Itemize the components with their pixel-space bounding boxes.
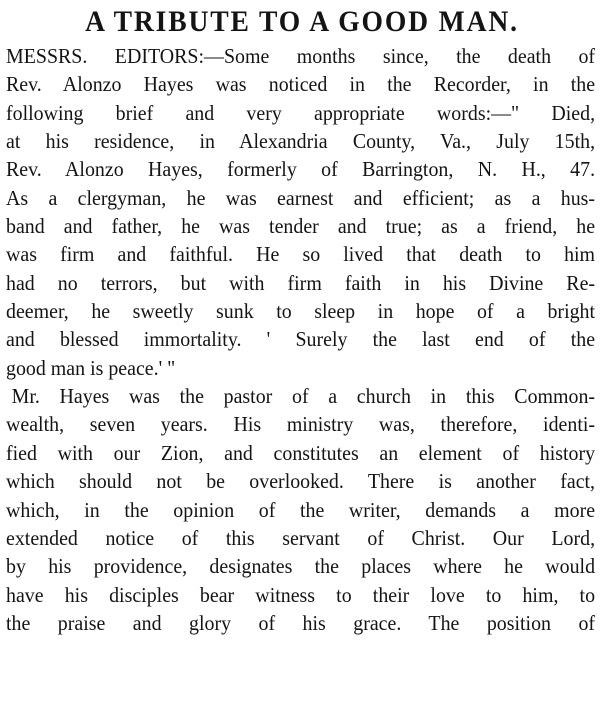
text-line: which should not be overlooked. There is another fact, bbox=[6, 469, 596, 494]
text-line: at his residence, in Alexandria County, Va., July 15th, bbox=[6, 129, 596, 154]
text-line: by his providence, designates the places where he would bbox=[6, 554, 596, 579]
article-paragraph-2 bbox=[6, 382, 595, 637]
text-line: Rev. Alonzo Hayes was noticed in the Recorder, in the bbox=[6, 72, 596, 97]
text-line: had no terrors, but with firm faith in his Divine Re- bbox=[6, 270, 596, 295]
text-line: wealth, seven years. His ministry was, therefore, identi- bbox=[6, 412, 596, 437]
text-line: good man is peace.' " bbox=[6, 355, 176, 380]
text-line: Mr. Hayes was the pastor of a church in this Common- bbox=[11, 384, 596, 409]
text-line: was firm and faithful. He so lived that death to him bbox=[6, 242, 596, 267]
text-line: As a clergyman, he was earnest and efficient; as a hus- bbox=[6, 185, 596, 210]
text-line: extended notice of this servant of Christ. Our Lord, bbox=[6, 525, 596, 550]
text-line: following brief and very appropriate words:—" Died, bbox=[6, 100, 596, 125]
text-line: which, in the opinion of the writer, demands a more bbox=[6, 497, 596, 522]
text-line: fied with our Zion, and constitutes an element of history bbox=[6, 440, 596, 465]
article-paragraph-1 bbox=[6, 42, 595, 382]
text-line: band and father, he was tender and true; as a friend, he bbox=[6, 214, 596, 239]
text-line: have his disciples bear witness to their love to him, to bbox=[6, 582, 596, 607]
text-line: deemer, he sweetly sunk to sleep in hope of a bright bbox=[6, 299, 596, 324]
article-headline: A TRIBUTE TO A GOOD MAN. bbox=[85, 5, 519, 38]
text-line: the praise and glory of his grace. The position of bbox=[6, 610, 596, 635]
text-line: MESSRS. EDITORS:—Some months since, the death of bbox=[6, 44, 596, 68]
text-line: Rev. Alonzo Hayes, formerly of Barrington, N. H., 47. bbox=[6, 157, 596, 182]
text-line: and blessed immortality. ' Surely the last end of the bbox=[6, 327, 596, 352]
